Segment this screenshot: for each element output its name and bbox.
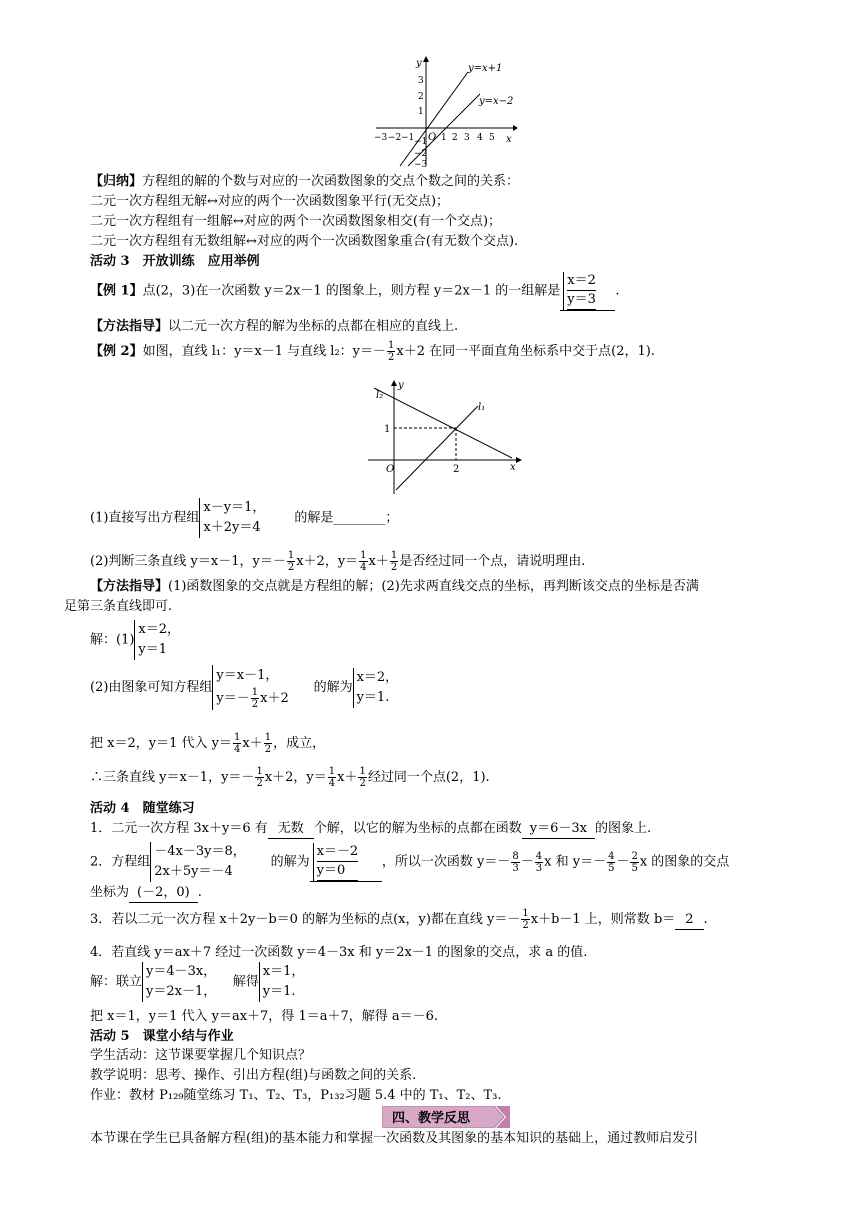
practice2-answer-system: $\frac{x=-2}{y=0}$ [310,843,382,882]
example2 [90,340,655,363]
activity5-line: 教学说明：思考、操作、引出方程(组)与函数之间的关系. [90,1068,417,1083]
summary-tag: 【归纳】 [90,174,143,189]
question2-text: (2)判断三条直线 y＝x－1，y＝－ [90,554,286,569]
solution2-eq2: y＝－ $\frac{1}{2}$ x＋2 [216,687,289,710]
graph1-y-label: y [416,58,422,69]
graph1-xtick: 5 [489,133,495,143]
fraction-half: $\frac{1}{2}$ [522,908,529,931]
graph1-ytick: 1 [418,107,424,117]
summary-title [90,173,519,191]
solution2-eq1: y＝x－1， [216,668,279,683]
graph2-l2-label: l₂ [376,390,384,401]
graph1-xtick: 3 [464,133,470,143]
question1-post: 的解是________； [294,510,399,526]
solution2 [90,665,398,710]
fraction-quarter: $\frac{1}{4}$ [328,766,336,789]
guide2-tag: 【方法指导】 [90,579,169,594]
question2-text: x＋ [368,554,389,569]
activity5-line: 作业：教材 P₁₂₉随堂练习 T₁、T₂、T₃，P₁₃₂习题 5.4 中的 T₁、T₂、T₃. [90,1088,502,1103]
solution2-system [212,665,288,710]
fraction-half: $\frac{1}{2}$ [388,340,395,363]
practice3: 3．若以二元一次方程 x＋2y－b＝0 的解为坐标的点(x，y)都在直线 y＝－ $\frac{1}{2}$ x＋b－1 上，则常数 b＝ 2 . [90,908,708,931]
example2-tag: 【例 2】 [90,344,143,359]
example1-text: 点(2，3)在一次函数 y＝2x－1 的图象上，则方程 y＝2x－1 的一组解是 [142,283,561,299]
solution1-pre: 解：(1) [90,632,135,648]
practice1-answer1: 无数 [268,820,314,839]
fraction-4-5: $\frac{4}{5}$ [608,850,615,874]
graph-parallel-lines [368,54,518,170]
guide1-tag: 【方法指导】 [90,319,169,334]
practice2-system: －4x－3y＝8， 2x＋5y＝－4 [150,842,246,882]
practice4: 4．若直线 y＝ax＋7 经过一次函数 y＝4－3x 和 y＝2x－1 的图象的交点，求 a 的值. [90,945,588,960]
question1-system [199,498,265,538]
summary-line: 二元一次方程组有无数组解↔对应的两个一次函数图象重合(有无数个交点). [90,234,519,249]
practice4-result: x＝1， y＝1. [259,962,305,1002]
practice4-system: y＝4－3x， y＝2x－1， [142,962,216,1002]
graph1-xtick: 4 [477,133,483,143]
example1-answer-x: x＝2 [567,272,596,291]
fraction-half: $\frac{1}{2}$ [264,732,272,755]
graph1-ytick: −3 [414,160,428,170]
graph1-ytick: −2 [414,149,428,159]
summary-line: 二元一次方程组有一组解↔对应的两个一次函数图象相交(有一个交点)； [90,214,502,229]
solution1-x: x＝2， [138,622,181,637]
graph1-xtick: 2 [452,133,458,143]
section-title: 四、教学反思 [392,1111,471,1126]
practice1: 1．二元一次方程 3x＋y＝6 有 无数 个解，以它的解为坐标的点都在函数 y＝6－3x 的图象上. [90,820,651,839]
example1-answer [560,272,615,311]
question1-eq2: x＋2y＝4 [203,520,261,535]
practice2-answer-point: (－2，0) [129,884,198,903]
graph1-line2-label: y=x−2 [479,96,514,107]
example1-tag: 【例 1】 [90,283,143,299]
fraction-quarter: $\frac{1}{4}$ [233,732,241,755]
fraction-half: $\frac{1}{2}$ [390,550,398,573]
graph1-ytick: 3 [418,76,424,86]
practice4-last: 把 x＝1，y＝1 代入 y＝ax＋7，得 1＝a＋7，解得 a＝－6. [90,1009,439,1024]
solution2-y: y＝1. [356,689,390,705]
fraction-quarter: $\frac{1}{4}$ [360,550,367,573]
conclusion: ∴三条直线 y＝x－1，y＝－ $\frac{1}{2}$ x＋2，y＝ $\frac{1}{4}$ x＋ $\frac{1}{2}$ 经过同一个点(2，1). [90,766,490,789]
graph1-ytick: −1 [414,137,428,147]
activity4-heading: 活动 4 随堂练习 [90,801,195,816]
graph2-y-label: y [398,380,404,391]
graph-intersecting-lines [362,378,524,496]
guide2-line2: 足第三条直线即可. [64,599,173,614]
practice4-solution: 解：联立 y＝4－3x， y＝2x－1， 解得 x＝1， y＝1. [90,962,304,1002]
fraction-4-3: $\frac{4}{3}$ [535,850,543,874]
solution2-pre: (2)由图象可知方程组 [90,680,213,695]
reflection-text: 本节课在学生已具备解方程(组)的基本能力和掌握一次函数及其图象的基本知识的基础上，通过教师启发引 [90,1131,699,1146]
graph1-xtick: −2 [388,133,402,143]
summary-line: 二元一次方程组无解↔对应的两个一次函数图象平行(无交点)； [90,194,450,209]
example2-text: 如图，直线 l₁：y＝x－1 与直线 l₂：y＝－ [142,344,387,359]
guide2-text: (1)函数图象的交点就是方程组的解；(2)先求两直线交点的坐标，再判断该交点的坐标是否满 [168,579,699,594]
activity5-heading: 活动 5 课堂小结与作业 [90,1029,234,1044]
question1-pre: (1)直接写出方程组 [90,510,200,526]
solution1-y: y＝1 [138,642,168,657]
fraction-half: $\frac{1}{2}$ [359,766,366,789]
example2-text-2: x＋2 在同一平面直角坐标系中交于点(2，1). [396,344,655,359]
graph1-ytick: 2 [418,92,424,102]
graph1-x-label: x [506,134,512,145]
graph2-l1-label: l₁ [478,402,486,413]
question1-eq1: x－y＝1， [203,500,266,515]
graph1-line1-label: y=x+1 [468,63,503,74]
question2-text: x＋2，y＝ [296,554,359,569]
graph2-x-label: x [510,462,516,473]
activity5-line: 学生活动：这节课要掌握几个知识点？ [90,1048,312,1063]
graph2-origin: O [386,464,395,475]
question2-text: 是否经过同一个点，请说明理由. [399,554,586,569]
graph2-tick-1: 1 [384,424,391,435]
practice3-answer: 2 [675,911,703,930]
example1 [90,272,620,311]
practice2-coordinate: 坐标为 (－2，0) . [90,884,202,903]
section-banner [382,1106,510,1128]
summary-title-text: 方程组的解的个数与对应的一次函数图象的交点个数之间的关系： [142,174,520,189]
practice2: 2．方程组 －4x－3y＝8， 2x＋5y＝－4 的解为 $\frac{x=-2}{y=0}$ ，所以一次函数 y＝－ $\frac{8}{3}$ － $\frac{4}{3}$ x 和 y＝－ $\frac{4}{5}$ － $\frac{2}{5}$ x 的图象的交点 [90,842,729,882]
fraction-half: $\frac{1}{2}$ [287,550,295,573]
fraction-8-3: $\frac{8}{3}$ [512,850,519,874]
fraction-2-5: $\frac{2}{5}$ [631,850,638,874]
substitution: 把 x＝2，y＝1 代入 y＝ $\frac{1}{4}$ x＋ $\frac{1}{2}$ ，成立， [90,732,326,755]
solution2-mid: 的解为 [313,680,353,695]
guide2-line1 [90,578,699,596]
graph2-tick-2: 2 [453,464,460,475]
activity3-heading: 活动 3 开放训练 应用举例 [90,254,260,269]
graph1-xtick: −1 [401,133,415,143]
question2 [90,550,585,573]
solution1 [90,620,180,660]
practice1-answer2: y＝6－3x [522,820,595,839]
fraction-half: $\frac{1}{2}$ [256,766,263,789]
graph1-origin: O [428,132,437,143]
graph1-xtick: 1 [441,133,447,143]
solution1-answer [134,620,180,660]
guide1 [90,318,458,336]
solution2-x: x＝2， [356,669,399,685]
question1 [90,498,398,538]
graph1-xtick: −3 [374,133,388,143]
fraction-half: $\frac{1}{2}$ [251,687,259,710]
solution2-answer [353,668,399,708]
guide1-text: 以二元一次方程的解为坐标的点都在相应的直线上. [168,319,459,334]
example1-answer-y: y＝3 [567,291,596,310]
example1-end: . [615,283,620,299]
